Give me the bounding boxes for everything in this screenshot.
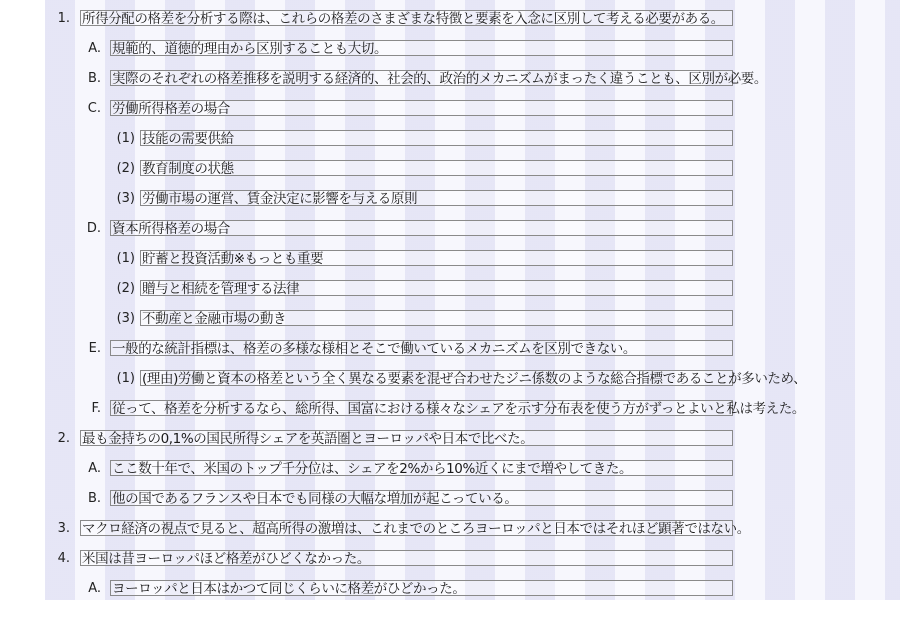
outline-item-level-2 xyxy=(45,579,900,599)
outline-item-level-2 xyxy=(45,39,900,59)
outline-text: 技能の需要供給 xyxy=(142,131,234,147)
outline-marker: B. xyxy=(87,71,101,86)
outline-text: マクロ経済の視点で見ると、超高所得の激増は、これまでのところヨーロッパと日本ではそれほど顕著ではない。 xyxy=(82,521,750,537)
outline-text: 不動産と金融市場の動き xyxy=(142,311,287,327)
outline-marker: 3. xyxy=(57,521,70,536)
outline-text: 所得分配の格差を分析する際は、これらの格差のさまざまな特徴と要素を入念に区別して考える必要がある。 xyxy=(82,11,724,27)
outline-marker: (2) xyxy=(116,161,135,176)
outline-text: 実際のそれぞれの格差推移を説明する経済的、社会的、政治的メカニズムがまったく違うことも、区別が必要。 xyxy=(112,71,767,87)
outline-item-level-3 xyxy=(45,129,900,149)
outline-item-level-1 xyxy=(45,519,900,539)
outline-item-level-3 xyxy=(45,159,900,179)
outline-text: 贈与と相続を管理する法律 xyxy=(142,281,300,297)
outline-text: 最も金持ちの0,1%の国民所得シェアを英語圏とヨーロッパや日本で比べた。 xyxy=(82,431,534,447)
outline-item-level-2 xyxy=(45,489,900,509)
outline-marker: (3) xyxy=(116,311,135,326)
outline-marker: 1. xyxy=(57,11,70,26)
outline-item-level-3 xyxy=(45,309,900,329)
outline-text: ヨーロッパと日本はかつて同じくらいに格差がひどかった。 xyxy=(112,581,466,597)
outline-text: 教育制度の状態 xyxy=(142,161,234,177)
outline-text: 従って、格差を分析するなら、総所得、国富における様々なシェアを示す分布表を使う方がずっとよいと私は考えた。 xyxy=(112,401,805,417)
outline-marker: D. xyxy=(86,221,101,236)
outline-item-level-3 xyxy=(45,189,900,209)
outline-item-level-3 xyxy=(45,279,900,299)
outline-text: 貯蓄と投資活動※もっとも重要 xyxy=(142,251,324,267)
outline-item-level-2 xyxy=(45,459,900,479)
outline-item-level-2 xyxy=(45,339,900,359)
outline-item-level-3 xyxy=(45,249,900,269)
outline-item-level-2 xyxy=(45,69,900,89)
outline-marker: A. xyxy=(88,461,101,476)
outline-text: 規範的、道徳的理由から区別することも大切。 xyxy=(112,41,388,57)
outline-text: 他の国であるフランスや日本でも同様の大幅な増加が起こっている。 xyxy=(112,491,518,507)
outline-text: 一般的な統計指標は、格差の多様な様相とそこで働いているメカニズムを区別できない。 xyxy=(112,341,636,357)
outline-text: (理由)労働と資本の格差という全く異なる要素を混ぜ合わせたジニ係数のような総合指標であることが多いため、 xyxy=(142,371,807,387)
outline-text: 労働市場の運営、賃金決定に影響を与える原則 xyxy=(142,191,418,207)
outline-marker: (1) xyxy=(116,131,135,146)
outline-marker: 2. xyxy=(57,431,70,446)
outline-text: 資本所得格差の場合 xyxy=(112,221,230,237)
outline-marker: E. xyxy=(88,341,101,356)
outline-text: ここ数十年で、米国のトップ千分位は、シェアを2%から10%近くにまで増やしてきた。 xyxy=(112,461,633,477)
outline-marker: C. xyxy=(87,101,101,116)
outline-marker: (2) xyxy=(116,281,135,296)
outline-item-level-2 xyxy=(45,99,900,119)
outline-item-level-1 xyxy=(45,9,900,29)
outline-marker: (3) xyxy=(116,191,135,206)
outline-marker: (1) xyxy=(116,371,135,386)
outline-text: 労働所得格差の場合 xyxy=(112,101,230,117)
outline-item-level-1 xyxy=(45,549,900,569)
outline-item-level-3 xyxy=(45,369,900,389)
outline-marker: A. xyxy=(88,581,101,596)
outline-marker: A. xyxy=(88,41,101,56)
outline-item-level-1 xyxy=(45,429,900,449)
outline-item-level-2 xyxy=(45,219,900,239)
outline-marker: 4. xyxy=(57,551,70,566)
outline-panel xyxy=(45,0,900,600)
outline-marker: (1) xyxy=(116,251,135,266)
outline-marker: F. xyxy=(91,401,101,416)
outline-marker: B. xyxy=(87,491,101,506)
outline-item-level-2 xyxy=(45,399,900,419)
outline-text: 米国は昔ヨーロッパほど格差がひどくなかった。 xyxy=(82,551,370,567)
